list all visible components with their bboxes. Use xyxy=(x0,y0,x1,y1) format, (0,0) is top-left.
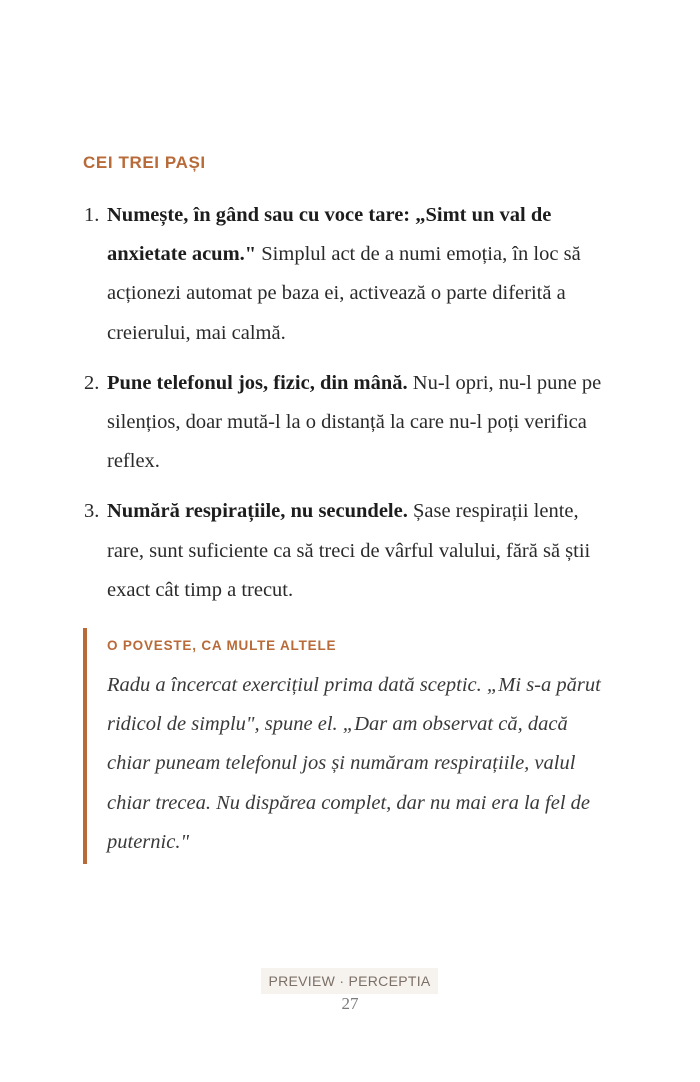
footer-badge: PREVIEW · PERCEPTIA xyxy=(261,968,438,994)
step-text: Nu-l opri, nu-l pune pe silențios, doar mută-l la o distanță la care nu-l poți verifica reflex. xyxy=(107,371,602,473)
step-number: 1. xyxy=(84,204,100,226)
section-title: CEI TREI PAȘI xyxy=(83,153,206,172)
step-number: 3. xyxy=(84,500,100,523)
steps-list xyxy=(0,196,700,621)
step-heading: Pune telefonul jos, fizic, din mână. xyxy=(107,371,408,394)
page-number: 27 xyxy=(341,994,359,1013)
story-text: Radu a încercat exercițiul prima dată sceptic. „Mi s-a părut ridicol de simplu", spune el. „Dar am observat că, dacă chiar puneam telefonul jos și număram respirațiile, valul chiar trecea. Nu dispărea complet, dar nu mai era la fel de puternic." xyxy=(107,674,601,853)
story-callout xyxy=(83,628,613,864)
step-text: Simplul act de a numi emoția, în loc să acționezi automat pe baza ei, activează o parte diferită a creierului, mai calmă. xyxy=(107,243,581,344)
step-heading: Numără respirațiile, nu secundele. xyxy=(107,500,408,523)
step-text: Șase respirații lente, rare, sunt suficiente ca să treci de vârful valului, fără să știi exact cât timp a trecut. xyxy=(107,500,591,601)
list-item xyxy=(0,196,607,353)
story-label: O POVESTE, CA MULTE ALTELE xyxy=(107,638,337,653)
step-heading: Numește, în gând sau cu voce tare: „Simt un val de anxietate acum." xyxy=(107,204,552,266)
list-item xyxy=(0,492,607,610)
list-item xyxy=(0,364,607,482)
step-number: 2. xyxy=(84,371,100,394)
